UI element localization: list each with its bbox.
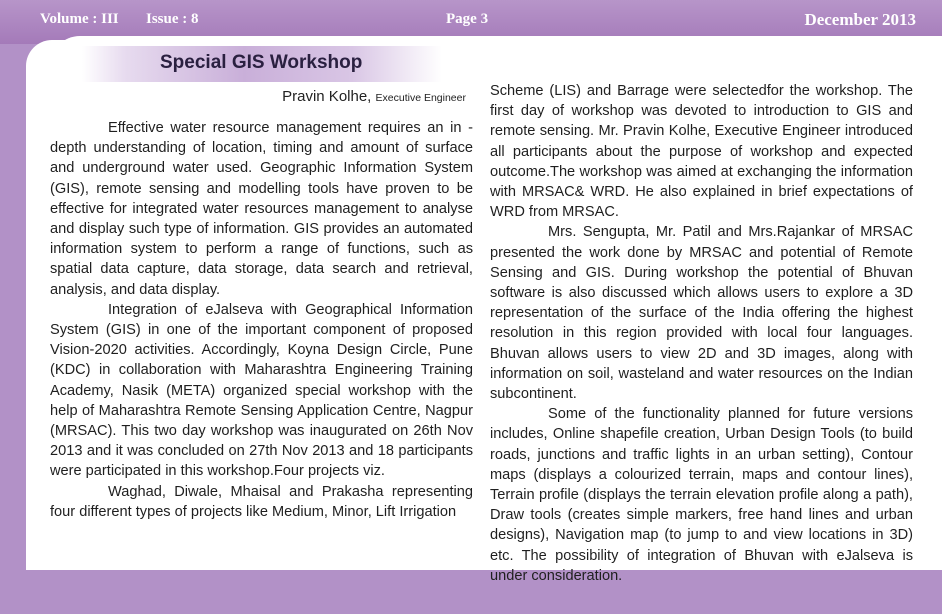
issue-label: Issue : 8 xyxy=(146,11,199,27)
volume-label: Volume : III xyxy=(40,11,119,27)
byline xyxy=(282,88,466,105)
paragraph: Mrs. Sengupta, Mr. Patil and Mrs.Rajankar of MRSAC presented the work done by MRSAC and potential of Remote Sensing and GIS. During workshop the potential of Bhuvan software is also discussed which allows users to explore a 3D representation of the surface of the India offering the highest resolution in this region provided with local four languages. Bhuvan allows users to view 2D and 3D images, along with information on soil, wasteland and water resources on the Indian subcontinent. xyxy=(490,224,913,403)
paragraph: Waghad, Diwale, Mhaisal and Prakasha representing four different types of projects like Medium, Minor, Lift Irrigation xyxy=(50,483,473,520)
paragraph: Effective water resource management requires an in - depth understanding of location, timing and amount of surface and underground water used. Geographic Information System (GIS), remote sensing and modelling tools have proven to be effective for integrated water resources management to analyse and display such type of information. GIS provides an automated information system to perform a range of functions, such as spatial data capture, data storage, data search and retrieval, analysis, and data display. xyxy=(50,120,473,298)
author-name: Pravin Kolhe, xyxy=(282,88,372,105)
paragraph: Integration of eJalseva with Geographical Information System (GIS) in one of the important component of proposed Vision-2020 activities. Accordingly, Koyna Design Circle, Pune (KDC) in collaboration with Maharashtra Engineering Training Academy, Nasik (META) organized special workshop with the help of Maharashtra Remote Sensing Application Centre, Nagpur (MRSAC). This two day workshop was inaugurated on 26th Nov 2013 and it was concluded on 27th Nov 2013 and 18 participants were participated in this workshop.Four projects viz. xyxy=(50,301,473,480)
article-title: Special GIS Workshop xyxy=(160,52,363,73)
paragraph: Some of the functionality planned for future versions includes, Online shapefile creation, Urban Design Tools (to build roads, junctions and traffic lights in an urban setting), Contour maps (displays a colourized terrain, maps and contour lines), Terrain profile (displays the terrain elevation profile along a path), Draw tools (creates simple markers, free hand lines and urban designs), Navigation map (to jump to and view locations in 3D) etc. The possibility of integration of Bhuvan with eJalseva is under consideration. xyxy=(490,406,913,584)
paragraph: Scheme (LIS) and Barrage were selectedfor the workshop. The first day of workshop was devoted to introduction to GIS and remote sensing. Mr. Pravin Kolhe, Executive Engineer introduced all participants about the purpose of workshop and expected outcome.The workshop was aimed at exchanging the information with MRSAC& WRD. He also explained in brief expectations of WRD from MRSAC. xyxy=(490,83,913,221)
page-number: Page 3 xyxy=(446,11,489,27)
right-column xyxy=(490,81,913,586)
issue-date: December 2013 xyxy=(804,10,916,29)
author-role: Executive Engineer xyxy=(375,92,466,104)
left-column xyxy=(50,118,473,522)
